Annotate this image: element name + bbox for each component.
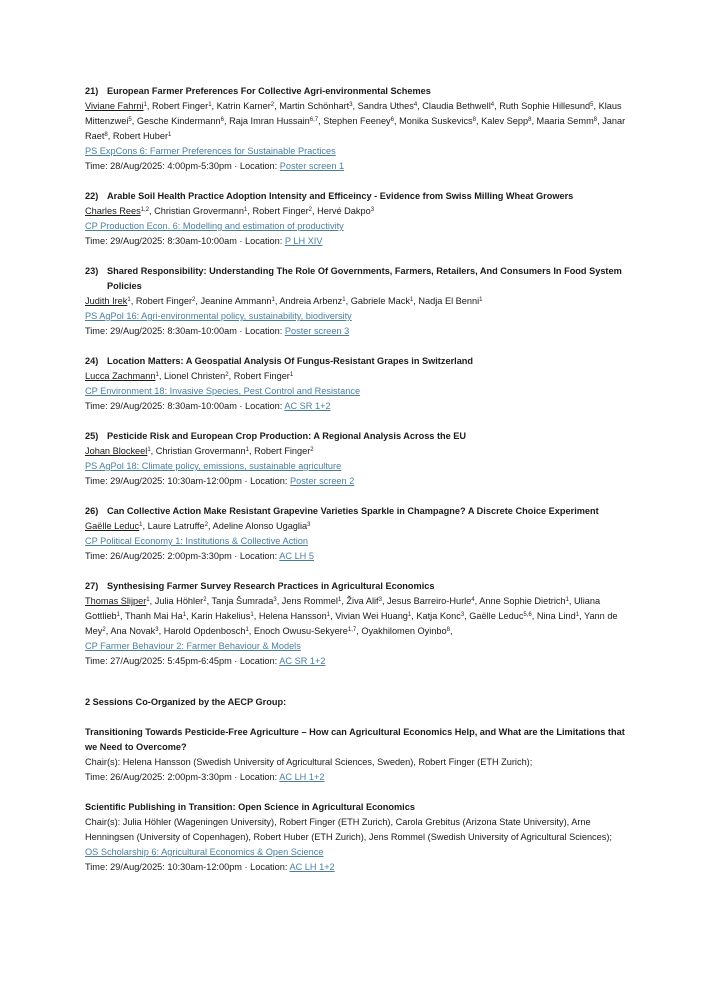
paper-title (85, 264, 630, 294)
author: Robert Huber (112, 131, 169, 141)
author: Klaus Mittenzwei (85, 101, 622, 126)
time-text: Time: 29/Aug/2025: 8:30am-10:00am · Location: (85, 326, 285, 336)
section-heading: 2 Sessions Co-Organized by the AECP Group: (85, 697, 287, 707)
affiliation-marker: 1 (116, 612, 121, 618)
affiliation-marker: 1 (326, 612, 331, 618)
author: Ruth Sophie Hillesund (499, 101, 591, 111)
presenting-author: Judith Irek (85, 296, 128, 306)
paper-title-text: Location Matters: A Geospatial Analysis Of Fungus-Resistant Grapes in Switzerland (107, 356, 474, 366)
affiliation-marker: 6 (390, 117, 394, 123)
affiliation-marker: 1 (155, 372, 159, 378)
time-location (85, 770, 630, 785)
location-link[interactable]: AC LH 5 (279, 551, 314, 561)
paper-title (85, 504, 630, 519)
affiliation-marker: 1,2 (140, 207, 150, 213)
location-link[interactable]: AC LH 1+2 (279, 772, 325, 782)
paper-title-text: Arable Soil Health Practice Adoption Intensity and Efficeincy - Evidence from Swiss Milling Wheat Growers (107, 191, 574, 201)
author: Robert Finger (135, 296, 193, 306)
time-location (85, 399, 630, 414)
author: Uliana Gottlieb (85, 596, 601, 621)
session-link[interactable]: OS Scholarship 6: Agricultural Economics & Open Science (85, 847, 324, 857)
session-line (85, 639, 630, 654)
author-list: Charles Rees$^{1,2}$, Christian Grovermann$^1$, Robert Finger$^2$, Hervé Dakpo$^3$ (85, 206, 375, 216)
session-link[interactable]: CP Political Economy 1: Institutions & Collective Action (85, 536, 308, 546)
affiliation-marker: 1 (565, 597, 569, 603)
time-location (85, 234, 630, 249)
affiliation-marker: 2 (225, 372, 229, 378)
time-location (85, 860, 630, 875)
author: Adeline Alonso Ugaglia (212, 521, 308, 531)
document-content (85, 84, 630, 890)
affiliation-marker: 8 (472, 117, 476, 123)
affiliation-marker: 6,7 (309, 117, 319, 123)
affiliation-marker: 1 (143, 102, 147, 108)
author: Raja Imran Hussain (229, 116, 310, 126)
author: Stephen Feeney (323, 116, 391, 126)
location-link[interactable]: AC SR 1+2 (284, 401, 331, 411)
author: Helena Hansson (258, 611, 327, 621)
affiliation-marker: 1 (409, 297, 414, 303)
author: Živa Alif (346, 596, 379, 606)
author: Harold Opdenbosch (163, 626, 246, 636)
author: Nina Lind (536, 611, 576, 621)
paper-number: 25) (85, 431, 99, 441)
session-chairs: Chair(s): Helena Hansson (Swedish University of Agricultural Sciences, Sweden), Robert Finger (ETH Zurich); (85, 757, 533, 767)
affiliation-marker: 8 (446, 627, 450, 633)
author: Andreia Arbenz (279, 296, 343, 306)
session-link[interactable]: CP Production Econ. 6: Modelling and estimation of productivity (85, 221, 344, 231)
time-text: Time: 26/Aug/2025: 2:00pm-3:30pm · Location: (85, 772, 280, 782)
affiliation-marker: 5 (128, 117, 132, 123)
paper-title-text: Shared Responsibility: Understanding The Role Of Governments, Farmers, Retailers, And Consumers In Food System Policies (107, 266, 622, 291)
affiliation-marker: 3 (273, 597, 277, 603)
affiliation-marker: 1 (182, 612, 187, 618)
paper-number: 22) (85, 191, 99, 201)
affiliation-marker: 1 (250, 612, 254, 618)
presenting-author: Charles Rees (85, 206, 141, 216)
author: Katja Konc (416, 611, 461, 621)
author: Laure Latruffe (147, 521, 205, 531)
time-text: Time: 26/Aug/2025: 2:00pm-3:30pm · Location: (85, 551, 280, 561)
author-list: Johan Blockeel$^1$, Christian Grovermann$^1$, Robert Finger$^2$ (85, 446, 314, 456)
author-list: Judith Irek$^1$, Robert Finger$^2$, Jeanine Ammann$^1$, Andreia Arbenz$^1$, Gabriele Mack$^1$, Nadja El Benni$^1$ (85, 296, 483, 306)
session-line (85, 309, 630, 324)
author: Thanh Mai Ha (124, 611, 183, 621)
affiliation-marker: 1 (337, 597, 342, 603)
author: Enoch Owusu-Sekyere (253, 626, 348, 636)
affiliation-marker: 3 (378, 597, 382, 603)
author: Robert Finger (152, 101, 209, 111)
location-link[interactable]: Poster screen 1 (279, 161, 345, 171)
author: Oyakhilomen Oyinbo (361, 626, 447, 636)
presenting-author: Thomas Slijper (85, 596, 147, 606)
author: Christian Grovermann (154, 206, 244, 216)
session-title: Transitioning Towards Pesticide-Free Agriculture – How can Agricultural Economics Help, and What are the Limitations that we Need to Overcome? (85, 727, 625, 752)
affiliation-marker: 2 (310, 447, 314, 453)
affiliation-marker: 1 (208, 102, 212, 108)
author: Christian Grovermann (155, 446, 246, 456)
time-location (85, 324, 630, 339)
session-line (85, 459, 630, 474)
affiliation-marker: 4 (413, 102, 418, 108)
affiliation-marker: 2 (102, 627, 106, 633)
author: Ana Novak (110, 626, 156, 636)
author: Nadja El Benni (418, 296, 480, 306)
paper-entry (85, 504, 630, 564)
organized-session (85, 725, 630, 785)
affiliation-marker: 6 (220, 117, 224, 123)
author: Jesus Barreiro-Hurle (387, 596, 472, 606)
time-location (85, 654, 630, 669)
author: Yann de Mey (85, 611, 618, 636)
session-link[interactable]: PS ExpCons 6: Farmer Preferences for Sustainable Practices (85, 146, 336, 156)
affiliation-marker: 1 (245, 447, 249, 453)
session-link[interactable]: PS AgPol 18: Climate policy, emissions, sustainable agriculture (85, 461, 342, 471)
author: Gabriele Mack (350, 296, 410, 306)
affiliation-marker: 1 (575, 612, 580, 618)
author: Claudia Bethwell (422, 101, 491, 111)
author: Katrin Karner (216, 101, 271, 111)
paper-number: 21) (85, 86, 99, 96)
paper-number: 27) (85, 581, 99, 591)
affiliation-marker: 1 (479, 297, 483, 303)
author: Robert Finger (254, 446, 311, 456)
affiliation-marker: 3 (155, 627, 159, 633)
session-line (85, 144, 630, 159)
affiliation-marker: 1 (139, 522, 143, 528)
author: Jeanine Ammann (200, 296, 272, 306)
time-location (85, 549, 630, 564)
affiliation-marker: 1 (245, 627, 249, 633)
affiliation-marker: 3 (349, 102, 353, 108)
author: Gesche Kindermann (136, 116, 221, 126)
paper-title (85, 189, 630, 204)
author: Sandra Uthes (357, 101, 414, 111)
paper-title (85, 354, 630, 369)
presenting-author: Lucca Zachmann (85, 371, 156, 381)
session-chairs: Chair(s): Julia Höhler (Wageningen University), Robert Finger (ETH Zurich), Carola Grebitus (Arizona State University), Arne Henningsen (University of Copenhagen), Robert Huber (ETH Zurich), Jens Rommel (Swedish University of Agricultural Sciences); (85, 817, 612, 842)
session-link[interactable]: PS AgPol 16: Agri-environmental policy, sustainability, biodiversity (85, 311, 352, 321)
affiliation-marker: 1 (407, 612, 412, 618)
affiliation-marker: 5,6 (523, 612, 532, 618)
organized-session (85, 800, 630, 875)
author: Lionel Christen (163, 371, 226, 381)
time-text: Time: 29/Aug/2025: 8:30am-10:00am · Location: (85, 401, 285, 411)
author: Robert Finger (252, 206, 309, 216)
location-link[interactable]: P LH XIV (284, 236, 323, 246)
paper-title-text: Pesticide Risk and European Crop Production: A Regional Analysis Across the EU (107, 431, 467, 441)
affiliation-marker: 1 (147, 447, 151, 453)
time-location (85, 474, 630, 489)
author: Karin Hakelius (191, 611, 251, 621)
author: Tanja Šumrada (211, 596, 274, 606)
presenting-author: Gaëlle Leduc (85, 521, 140, 531)
author: Robert Finger (233, 371, 290, 381)
author: Gaëlle Leduc (469, 611, 524, 621)
session-line (85, 384, 630, 399)
author: Julia Höhler (154, 596, 204, 606)
affiliation-marker: 2 (203, 597, 207, 603)
author: Maaria Semm (536, 116, 594, 126)
paper-entry (85, 579, 630, 669)
session-link[interactable]: CP Environment 18: Invasive Species, Pest Control and Resistance (85, 386, 361, 396)
session-line (85, 534, 630, 549)
paper-number: 23) (85, 266, 99, 276)
time-text: Time: 29/Aug/2025: 8:30am-10:00am · Location: (85, 236, 285, 246)
paper-title (85, 579, 630, 594)
author: Martin Schönhart (279, 101, 350, 111)
affiliation-marker: 4 (490, 102, 495, 108)
author-list: Gaëlle Leduc$^1$, Laure Latruffe$^2$, Adeline Alonso Ugaglia$^3$ (85, 521, 311, 531)
author: Monika Suskevics (399, 116, 473, 126)
presenting-author: Viviane Fahrni (85, 101, 144, 111)
affiliation-marker: 8 (528, 117, 532, 123)
paper-entry (85, 429, 630, 489)
affiliation-marker: 2 (204, 522, 208, 528)
time-text: Time: 29/Aug/2025: 10:30am-12:00pm · Location: (85, 862, 290, 872)
location-link[interactable]: AC SR 1+2 (279, 656, 326, 666)
affiliation-marker: 1 (271, 297, 275, 303)
affiliation-marker: 1 (244, 207, 248, 213)
location-link[interactable]: Poster screen 2 (289, 476, 355, 486)
paper-number: 24) (85, 356, 99, 366)
session-link[interactable]: CP Farmer Behaviour 2: Farmer Behaviour & Models (85, 641, 301, 651)
affiliation-marker: 3 (370, 207, 375, 213)
paper-number: 26) (85, 506, 99, 516)
affiliation-marker: 4 (471, 597, 475, 603)
affiliation-marker: 1 (289, 372, 294, 378)
author: Jens Rommel (281, 596, 338, 606)
affiliation-marker: 3 (460, 612, 465, 618)
affiliation-marker: 5 (590, 102, 594, 108)
session-line (85, 219, 630, 234)
location-link[interactable]: Poster screen 3 (284, 326, 350, 336)
affiliation-marker: 2 (270, 102, 275, 108)
session-line (85, 845, 630, 860)
affiliation-marker: 8 (593, 117, 598, 123)
session-title: Scientific Publishing in Transition: Open Science in Agricultural Economics (85, 802, 415, 812)
paper-entry (85, 264, 630, 339)
paper-title (85, 84, 630, 99)
author: Vivian Wei Huang (335, 611, 408, 621)
author: Kalev Sepp (481, 116, 529, 126)
time-text: Time: 27/Aug/2025: 5:45pm-6:45pm · Location: (85, 656, 280, 666)
paper-entry (85, 84, 630, 174)
affiliation-marker: 1 (342, 297, 346, 303)
time-location (85, 159, 630, 174)
author: Anne Sophie Dietrich (479, 596, 566, 606)
paper-title (85, 429, 630, 444)
affiliation-marker: 1 (127, 297, 131, 303)
affiliation-marker: 2 (308, 207, 312, 213)
affiliation-marker: 1 (146, 597, 150, 603)
presenting-author: Johan Blockeel (85, 446, 148, 456)
paper-title-text: European Farmer Preferences For Collective Agri-environmental Schemes (107, 86, 431, 96)
author-list: Thomas Slijper$^1$, Julia Höhler$^2$, Tanja Šumrada$^3$, Jens Rommel$^1$, Živa Alif$^3$, Jesus Barreiro-Hurle$^4$, Anne Sophie Dietrich$^1$, Uliana Gottlieb$^1$, Thanh Mai Ha$^1$, Karin Hakelius$^1$, Helena Hansson$^1$, Vivian Wei Huang$^1$, Katja Konc$^3$, Gaëlle Leduc$^{5,6}$, Nina Lind$^1$, Yann de Mey$^2$, Ana Novak$^3$, Harold Opdenbosch$^1$, Enoch Owusu-Sekyere$^{1,7}$, Oyakhilomen Oyinbo$^8$, (85, 596, 618, 636)
location-link[interactable]: AC LH 1+2 (289, 862, 335, 872)
affiliation-marker: 2 (192, 297, 196, 303)
affiliation-marker: 3 (307, 522, 311, 528)
paper-title-text: Synthesising Farmer Survey Research Practices in Agricultural Economics (107, 581, 435, 591)
author: Janar Raet (85, 116, 626, 141)
affiliation-marker: 8 (104, 132, 108, 138)
author-list: Viviane Fahrni$^1$, Robert Finger$^1$, Katrin Karner$^2$, Martin Schönhart$^3$, Sandra Uthes$^4$, Claudia Bethwell$^4$, Ruth Sophie Hillesund$^5$, Klaus Mittenzwei$^5$, Gesche Kindermann$^6$, Raja Imran Hussain$^{6,7}$, Stephen Feeney$^6$, Monika Suskevics$^8$, Kalev Sepp$^8$, Maaria Semm$^8$, Janar Raet$^8$, Robert Huber$^1$ (85, 101, 626, 141)
paper-title-text: Can Collective Action Make Resistant Grapevine Varieties Sparkle in Champagne? A Discrete Choice Experiment (107, 506, 599, 516)
affiliation-marker: 1 (168, 132, 172, 138)
author: Hervé Dakpo (317, 206, 371, 216)
paper-entry (85, 189, 630, 249)
author-list: Lucca Zachmann$^1$, Lionel Christen$^2$, Robert Finger$^1$ (85, 371, 294, 381)
time-text: Time: 28/Aug/2025: 4:00pm-5:30pm · Location: (85, 161, 280, 171)
time-text: Time: 29/Aug/2025: 10:30am-12:00pm · Location: (85, 476, 290, 486)
affiliation-marker: 1,7 (347, 627, 357, 633)
paper-entry (85, 354, 630, 414)
